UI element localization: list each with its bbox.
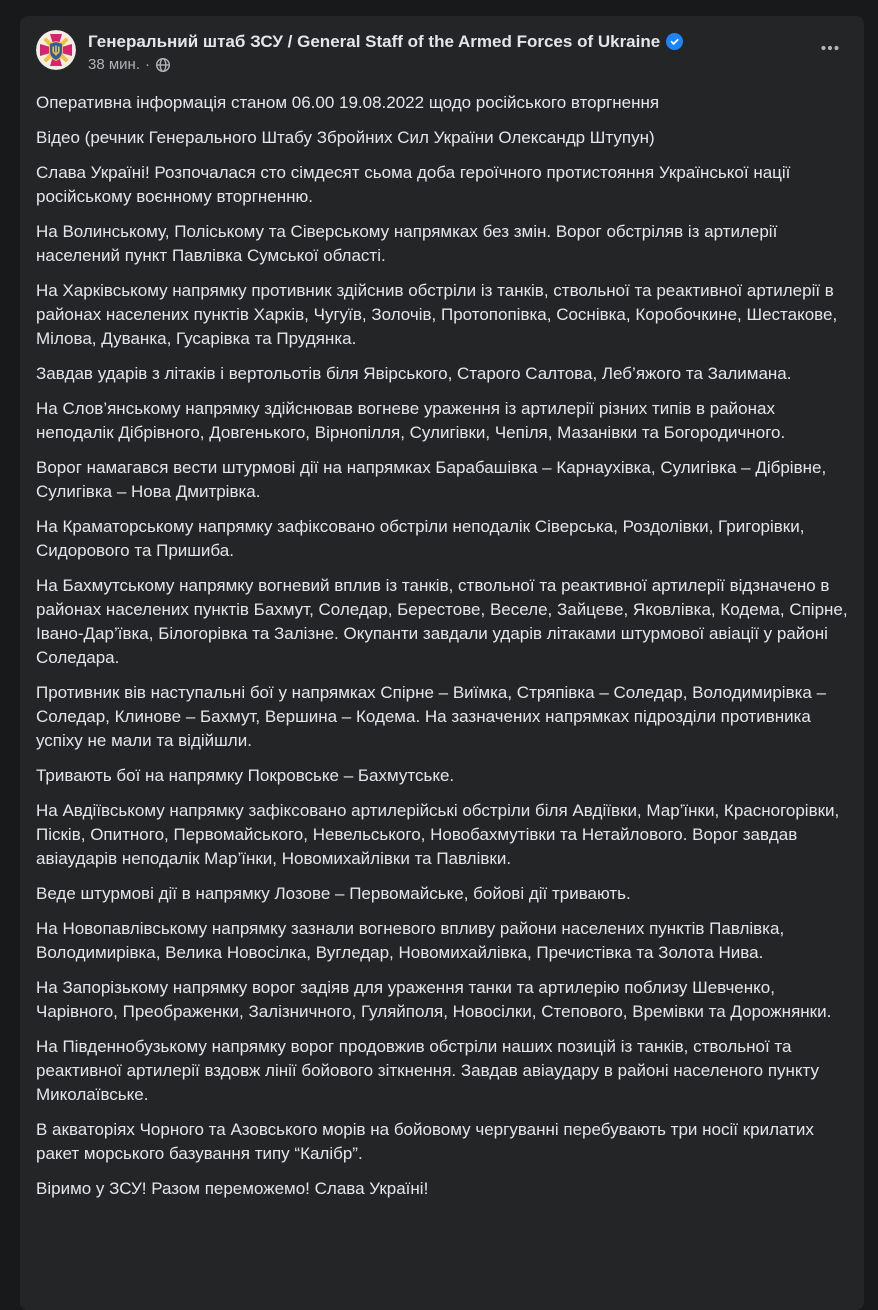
timestamp-link[interactable]: 38 мин. xyxy=(88,56,140,73)
post-card xyxy=(20,16,864,1310)
post-paragraph: Оперативна інформація станом 06.00 19.08.2022 щодо російського вторгнення xyxy=(36,93,660,112)
meta-separator: · xyxy=(145,56,150,73)
globe-public-icon xyxy=(155,57,171,73)
post-paragraph: Ворог намагався вести штурмові дії на напрямках Барабашівка – Карнаухівка, Сулигівка – Дібрівне, Сулигівка – Нова Дмитрівка. xyxy=(36,458,831,501)
post-meta xyxy=(88,55,812,74)
post-header xyxy=(36,30,848,74)
post-paragraph: На Волинському, Поліському та Сіверському напрямках без змін. Ворог обстріляв із артилерії населений пункт Павлівка Сумської області. xyxy=(36,222,783,265)
post-paragraph: На Краматорському напрямку зафіксовано обстріли неподалік Сіверська, Роздолівки, Григорівки, Сидорового та Пришиба. xyxy=(36,517,810,560)
post-paragraph: Відео (речник Генерального Штабу Збройних Сил України Олександр Штупун) xyxy=(36,128,655,147)
three-dots-icon xyxy=(820,38,840,58)
post-paragraph: Противник вів наступальні бої у напрямках Спірне – Виїмка, Стряпівка – Соледар, Володимирівка – Соледар, Клинове – Бахмут, Вершина – Кодема. На зазначених напрямках підрозділи противника успіху не мали та відійшли. xyxy=(36,683,831,750)
verified-badge-icon xyxy=(666,33,683,50)
post-options-button[interactable] xyxy=(812,30,848,66)
post-paragraph: Віримо у ЗСУ! Разом переможемо! Слава Україні! xyxy=(36,1179,429,1198)
post-paragraph: На Слов’янському напрямку здійснював вогневе ураження із артилерії різних типів в районах неподалік Дібрівного, Довгенького, Вірнопілля, Сулигівки, Чепіля, Мазанівки та Богородичного. xyxy=(36,399,786,442)
general-staff-emblem-icon xyxy=(36,30,76,70)
post-header-text xyxy=(88,30,812,74)
post-paragraph: На Новопавлівському напрямку зазнали вогневого впливу райони населених пунктів Павлівка, Володимирівка, Велика Новосілка, Вугледар, Новомихайлівка, Пречистівка та Золота Нива. xyxy=(36,919,789,962)
post-paragraph: Слава Україні! Розпочалася сто сімдесят сьома доба героїчного протистояння Української нації російському воєнному вторгненню. xyxy=(36,163,796,206)
post-paragraph: На Авдіївському напрямку зафіксовано артилерійські обстріли біля Авдіївки, Мар’їнки, Красногорівки, Пісків, Опитного, Первомайського, Невельського, Новобахмутівки та Нетайлового. Ворог завдав авіаударів неподалік Мар’їнки, Новомихайлівки та Павлівки. xyxy=(36,801,845,868)
avatar[interactable] xyxy=(36,30,76,70)
post-paragraph: Веде штурмові дії в напрямку Лозове – Первомайське, бойові дії тривають. xyxy=(36,884,631,903)
post-paragraph: Тривають бої на напрямку Покровське – Бахмутське. xyxy=(36,766,455,785)
page-name-row xyxy=(88,31,812,52)
post-text xyxy=(36,91,853,1201)
post-paragraph: Завдав ударів з літаків і вертольотів біля Явірського, Старого Салтова, Леб’яжого та Залимана. xyxy=(36,364,792,383)
post-paragraph: На Запорізькому напрямку ворог задіяв для ураження танки та артилерію поблизу Шевченко, Чарівного, Преображенки, Залізничного, Гуляйполя, Новосілки, Степового, Времівки та Дорожнянки. xyxy=(36,978,832,1021)
post-paragraph: На Бахмутському напрямку вогневий вплив із танків, ствольної та реактивної артилерії відзначено в районах населених пунктів Бахмут, Соледар, Берестове, Веселе, Зайцеве, Яковлівка, Кодема, Спірне, Івано-Дар’ївка, Білогорівка та Залізне. Окупанти завдали ударів літаками штурмової авіації у районі Соледара. xyxy=(36,576,853,667)
post-paragraph: На Харківському напрямку противник здійснив обстріли із танків, ствольної та реактивної артилерії в районах населених пунктів Харків, Чугуїв, Золочів, Протопопівка, Соснівка, Коробочкине, Шестакове, Мілова, Дуванка, Гусарівка та Прудянка. xyxy=(36,281,842,348)
post-paragraph: В акваторіях Чорного та Азовського морів на бойовому чергуванні перебувають три носії крилатих ракет морського базування типу “Калібр”. xyxy=(36,1120,819,1163)
post-paragraph: На Південнобузькому напрямку ворог продовжив обстріли наших позицій із танків, ствольної та реактивної артилерії вздовж лінії бойового зіткнення. Завдав авіаудару в районі населеного пункту Миколаївське. xyxy=(36,1037,824,1104)
page-name-link[interactable]: Генеральний штаб ЗСУ / General Staff of the Armed Forces of Ukraine xyxy=(88,32,661,51)
